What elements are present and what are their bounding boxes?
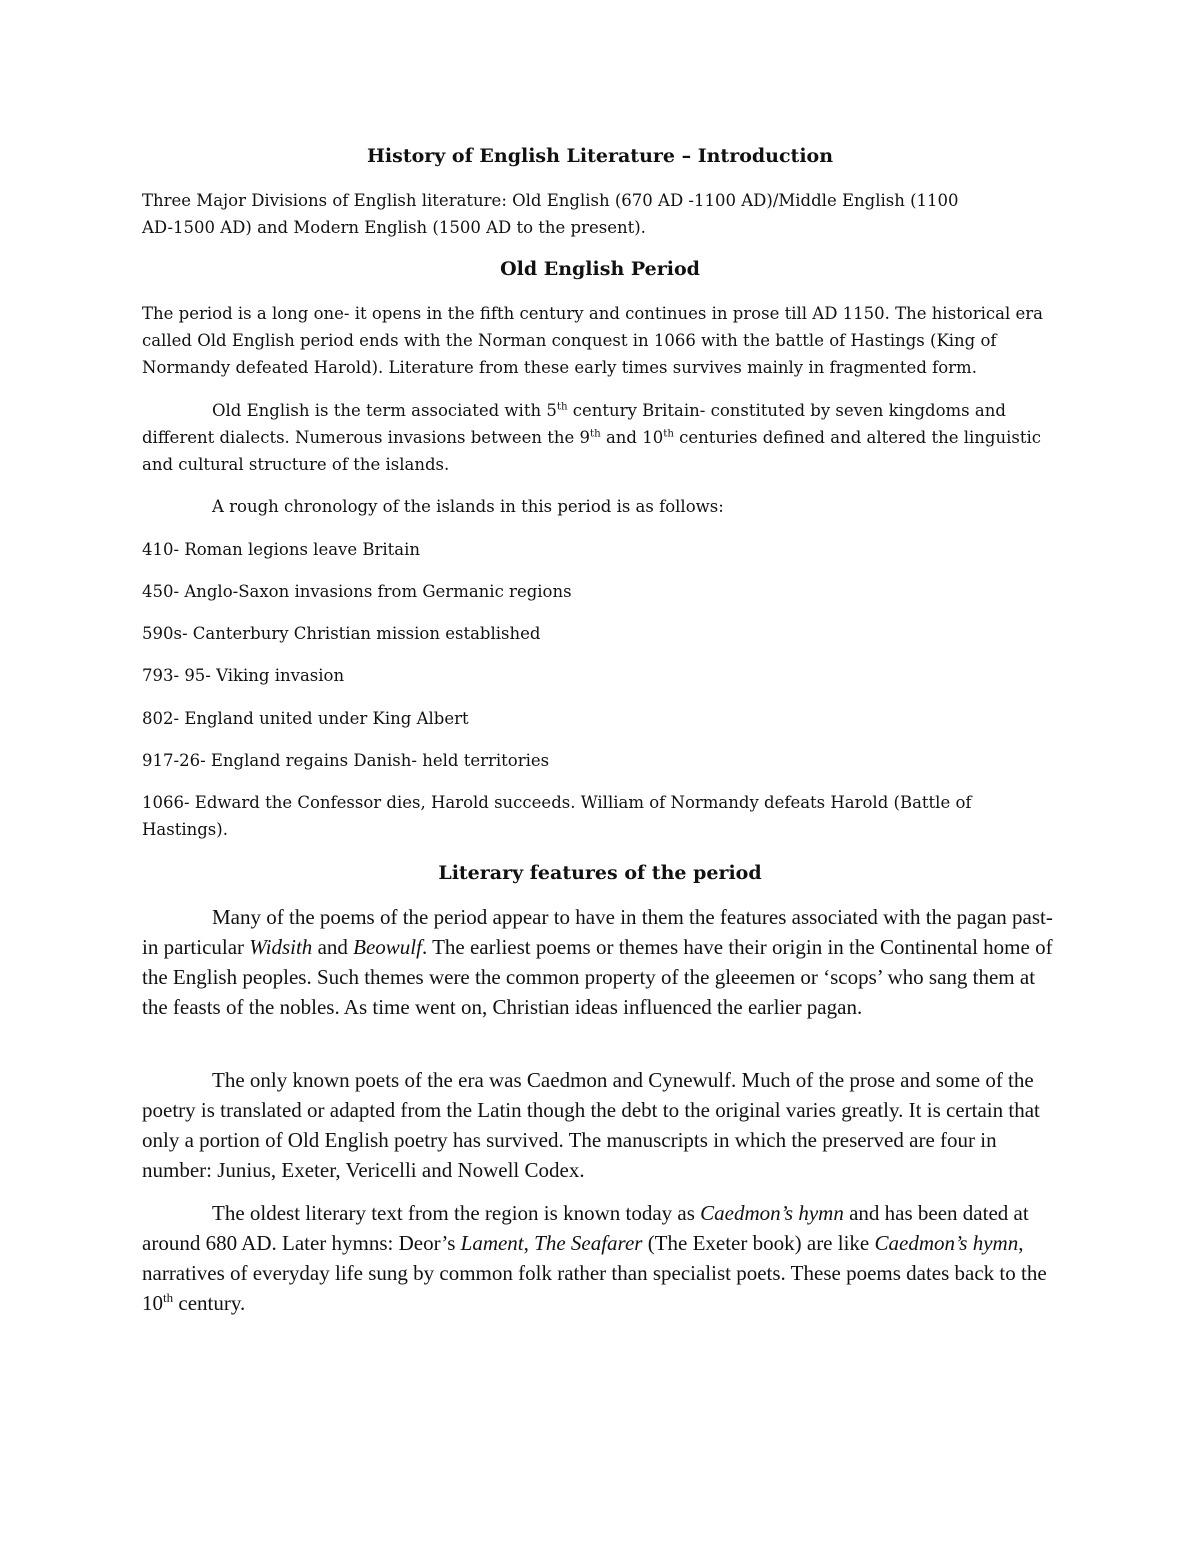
lit3-text-d: (The Exeter book) are like (642, 1231, 875, 1255)
intro-line-1: Three Major Divisions of English literature: Old English (670 AD -1100 AD)/Middle English (1100 (142, 191, 959, 210)
old-english-heading: Old English Period (500, 258, 700, 280)
lit3-text-c: , (523, 1231, 535, 1255)
literary-paragraph-2: The only known poets of the era was Caedmon and Cynewulf. Much of the prose and some of the poetry is translated or adapted from the Latin though the debt to the original varies greatly. It is certain that only a portion of Old English poetry has survived. The manuscripts in which the preserved are four in number: Junius, Exeter, Vericelli and Nowell Codex. (142, 1068, 1040, 1182)
literary-paragraph-1 (142, 902, 1062, 1022)
old-english-paragraph-1: The period is a long one- it opens in the fifth century and continues in prose till AD 1150. The historical era called Old English period ends with the Norman conquest in 1066 with the battle of Hastings (King of Normandy defeated Harold). Literature from these early times survives mainly in fragmented form. (142, 304, 1043, 377)
lit3-text-f: century. (173, 1291, 246, 1315)
lit1-text-c: . The earliest poems or themes have their origin in the Continental home of the English peoples. Such themes were the common property of the gleeemen or ‘scops’ who sang them at the feasts of the nobles. As time went on, Christian ideas influenced the earlier pagan. (142, 935, 1053, 1019)
lit3-italic-3: The Seafarer (534, 1231, 643, 1255)
chronology-item: 450- Anglo-Saxon invasions from Germanic regions (142, 582, 572, 601)
intro-line-2: AD-1500 AD) and Modern English (1500 AD to the present). (142, 218, 646, 237)
chronology-item: 410- Roman legions leave Britain (142, 540, 421, 559)
lit3-sup-1: th (163, 1290, 174, 1305)
chronology-item: 1066- Edward the Confessor dies, Harold succeeds. William of Normandy defeats Harold (Battle of Hastings). (142, 793, 972, 839)
literary-paragraph-3 (142, 1198, 1062, 1318)
chronology-item: 590s- Canterbury Christian mission established (142, 624, 541, 643)
para2-sup-3: th (663, 428, 674, 440)
lit3-italic-1: Caedmon’s hymn (700, 1201, 844, 1225)
lit3-text-e: , narratives of everyday life sung by common folk rather than specialist poets. These poems dates back to the 10 (142, 1231, 1047, 1315)
intro-paragraph (142, 187, 1062, 241)
para2-sup-1: th (556, 401, 568, 413)
para2-text-a: Old English is the term associated with 5 (212, 401, 557, 420)
chronology-item: 917-26- England regains Danish- held territories (142, 751, 550, 770)
chronology-intro (142, 493, 1062, 520)
lit3-italic-2: Lament (460, 1231, 524, 1255)
para2-sup-2: th (590, 428, 601, 440)
lit1-italic-beowulf: Beowulf (353, 935, 422, 959)
chronology-item: 793- 95- Viking invasion (142, 666, 345, 685)
lit1-text-a: Many of the poems of the period appear to have in them the features associated with the pagan past- in particular (142, 905, 1053, 959)
para2-text-c: and 10 (600, 428, 664, 447)
lit3-italic-4: Caedmon’s hymn (874, 1231, 1019, 1255)
page-title: History of English Literature – Introduction (366, 145, 834, 167)
chronology-item: 802- England united under King Albert (142, 709, 469, 728)
old-english-paragraph-2 (142, 397, 1062, 478)
para2-text-d: centuries defined and altered the linguistic and cultural structure of the islands. (142, 428, 1041, 474)
lit1-italic-widsith: Widsith (249, 935, 313, 959)
para2-text-b: century Britain- constituted by seven kingdoms and different dialects. Numerous invasions between the 9 (142, 401, 1006, 447)
chronology-intro-text: A rough chronology of the islands in this period is as follows: (212, 497, 724, 516)
lit1-text-b: and (312, 935, 354, 959)
literary-features-heading: Literary features of the period (438, 862, 762, 884)
lit3-text-b: and has been dated at around 680 AD. Later hymns: Deor’s (142, 1201, 1029, 1255)
lit3-text-a: The oldest literary text from the region is known today as (212, 1201, 701, 1225)
